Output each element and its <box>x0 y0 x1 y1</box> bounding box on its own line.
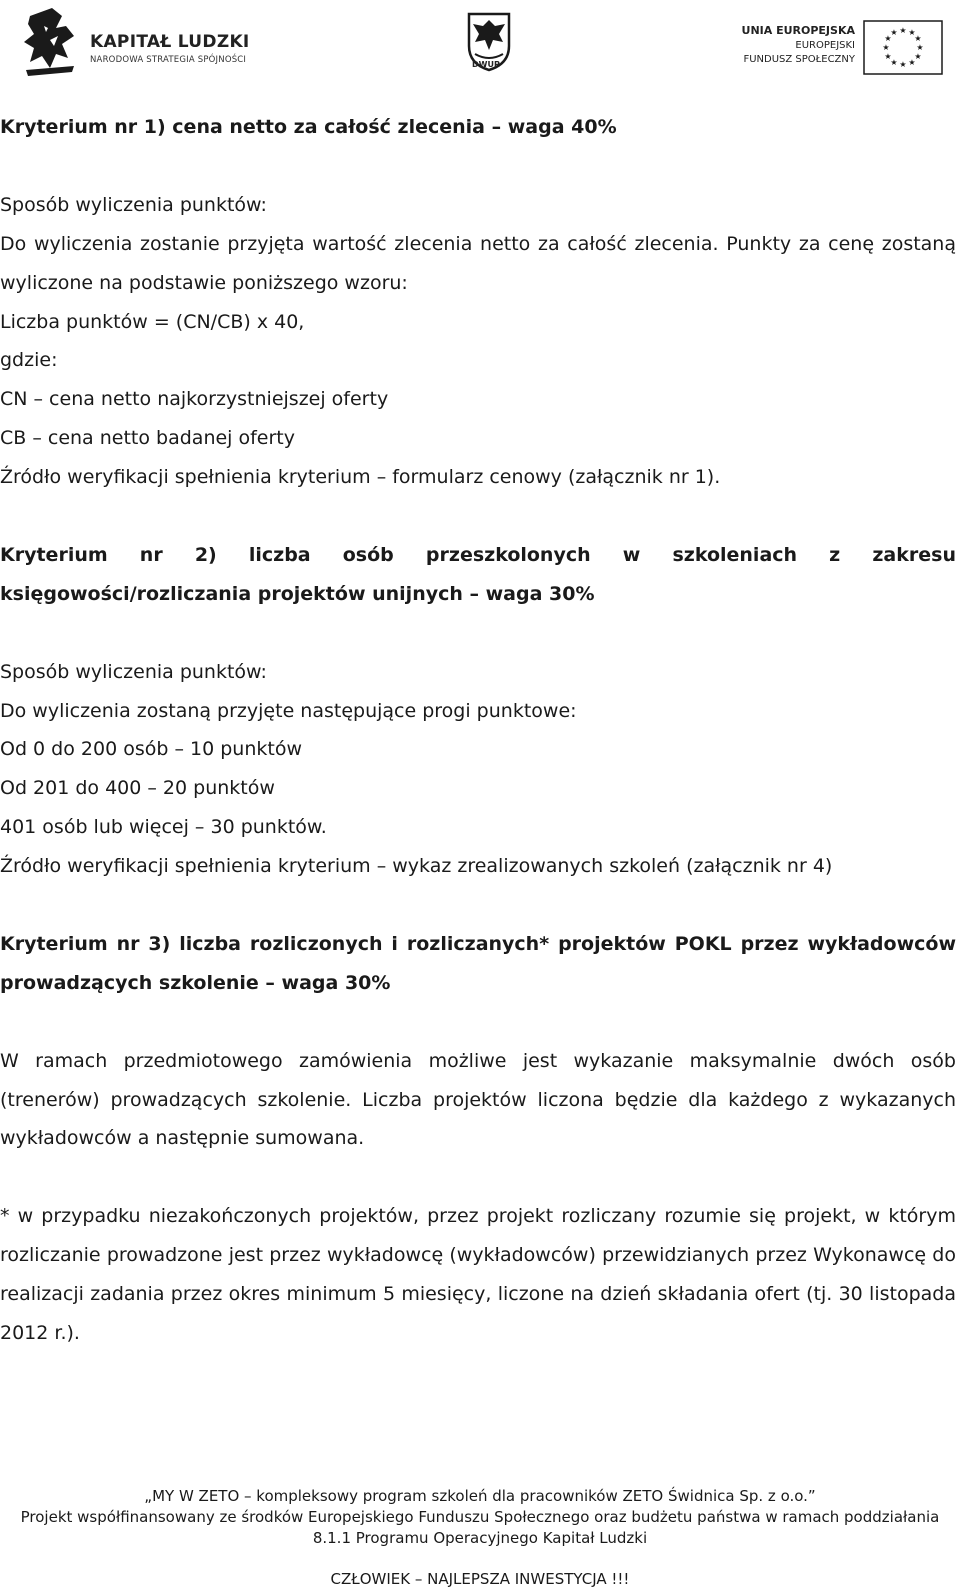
footer-slogan: CZŁOWIEK – NAJLEPSZA INWESTYCJA !!! <box>330 1570 630 1588</box>
criterion-1-paragraph: Do wyliczenia zostanie przyjęta wartość zlecenia netto za całość zlecenia. Punkty za cenę zostaną wyliczone na podstawie poniższego wzoru: <box>0 232 956 294</box>
eu-logo <box>730 18 955 78</box>
criterion-1-cn: CN – cena netto najkorzystniejszej oferty <box>0 388 389 411</box>
svg-text:★: ★ <box>890 28 898 37</box>
kapital-ludzki-title: KAPITAŁ LUDZKI <box>90 32 250 52</box>
svg-text:★: ★ <box>882 43 890 52</box>
criterion-1-cb: CB – cena netto badanej oferty <box>0 427 296 450</box>
criterion-3-title: Kryterium nr 3) liczba rozliczonych i rozliczanych* projektów POKL przez wykładowców prowadzących szkolenie – waga 30% <box>0 932 956 994</box>
svg-text:★: ★ <box>916 43 924 52</box>
eu-flag-icon <box>863 20 943 75</box>
criterion-3-footnote: * w przypadku niezakończonych projektów, przez projekt rozliczany rozumie się projekt, w którym rozliczanie prowadzone jest przez wykładowcę (wykładowców) przewidzianych przez Wykonawcę do realizacji zadania przez okres minimum 5 miesięcy, liczone na dzień składania ofert (tj. 30 listopada 2012 r.). <box>0 1205 956 1344</box>
criterion-1-title: Kryterium nr 1) cena netto za całość zlecenia – waga 40% <box>0 116 617 138</box>
eu-line-2: EUROPEJSKI <box>795 40 855 51</box>
footer-programme-line: 8.1.1 Programu Operacyjnego Kapitał Ludzki <box>312 1529 648 1547</box>
criterion-2-source: Źródło weryfikacji spełnienia kryterium – wykaz zrealizowanych szkoleń (załącznik nr 4) <box>0 855 833 878</box>
eu-line-1: UNIA EUROPEJSKA <box>741 24 855 37</box>
dwup-label: DWUP <box>472 60 500 69</box>
svg-text:★: ★ <box>884 34 892 43</box>
svg-text:★: ★ <box>908 58 916 67</box>
criterion-2-threshold-1: Od 0 do 200 osób – 10 punktów <box>0 738 302 761</box>
criterion-1-formula: Liczba punktów = (CN/CB) x 40, <box>0 310 305 333</box>
page-footer <box>0 1486 960 1590</box>
svg-text:★: ★ <box>914 34 922 43</box>
kapital-ludzki-logo <box>22 6 262 82</box>
eu-line-3: FUNDUSZ SPOŁECZNY <box>743 54 855 65</box>
svg-text:★: ★ <box>890 58 898 67</box>
criterion-1-where: gdzie: <box>0 349 58 372</box>
criterion-2-threshold-2: Od 201 do 400 – 20 punktów <box>0 777 275 800</box>
criterion-1-source: Źródło weryfikacji spełnienia kryterium – formularz cenowy (załącznik nr 1). <box>0 466 721 489</box>
criterion-2-threshold-3: 401 osób lub więcej – 30 punktów. <box>0 816 327 839</box>
svg-text:★: ★ <box>908 28 916 37</box>
document-body <box>0 108 956 1353</box>
svg-text:★: ★ <box>914 52 922 61</box>
criterion-2-title: Kryterium nr 2) liczba osób przeszkolonych w szkoleniach z zakresu księgowości/rozliczania projektów unijnych – waga 30% <box>0 543 956 605</box>
svg-text:★: ★ <box>899 60 907 69</box>
svg-text:★: ★ <box>884 52 892 61</box>
criterion-2-intro: Do wyliczenia zostaną przyjęte następujące progi punktowe: <box>0 699 577 722</box>
svg-text:★: ★ <box>899 26 907 35</box>
kapital-ludzki-emblem-icon <box>22 6 82 82</box>
footer-funding-line: Projekt współfinansowany ze środków Europejskiego Funduszu Społecznego oraz budżetu państwa w ramach poddziałania <box>20 1508 940 1526</box>
kapital-ludzki-subtitle: NARODOWA STRATEGIA SPÓJNOŚCI <box>90 55 247 65</box>
dwup-logo <box>459 10 519 78</box>
page-header <box>0 0 960 90</box>
criterion-2-method-label: Sposób wyliczenia punktów: <box>0 660 267 683</box>
criterion-1-method-label: Sposób wyliczenia punktów: <box>0 193 267 216</box>
footer-project-name: „MY W ZETO – kompleksowy program szkoleń dla pracowników ZETO Świdnica Sp. z o.o.” <box>144 1487 816 1505</box>
criterion-3-paragraph: W ramach przedmiotowego zamówienia możliwe jest wykazanie maksymalnie dwóch osób (trenerów) prowadzących szkolenie. Liczba projektów liczona będzie dla każdego z wykazanych wykładowców a następnie sumowana. <box>0 1049 956 1150</box>
